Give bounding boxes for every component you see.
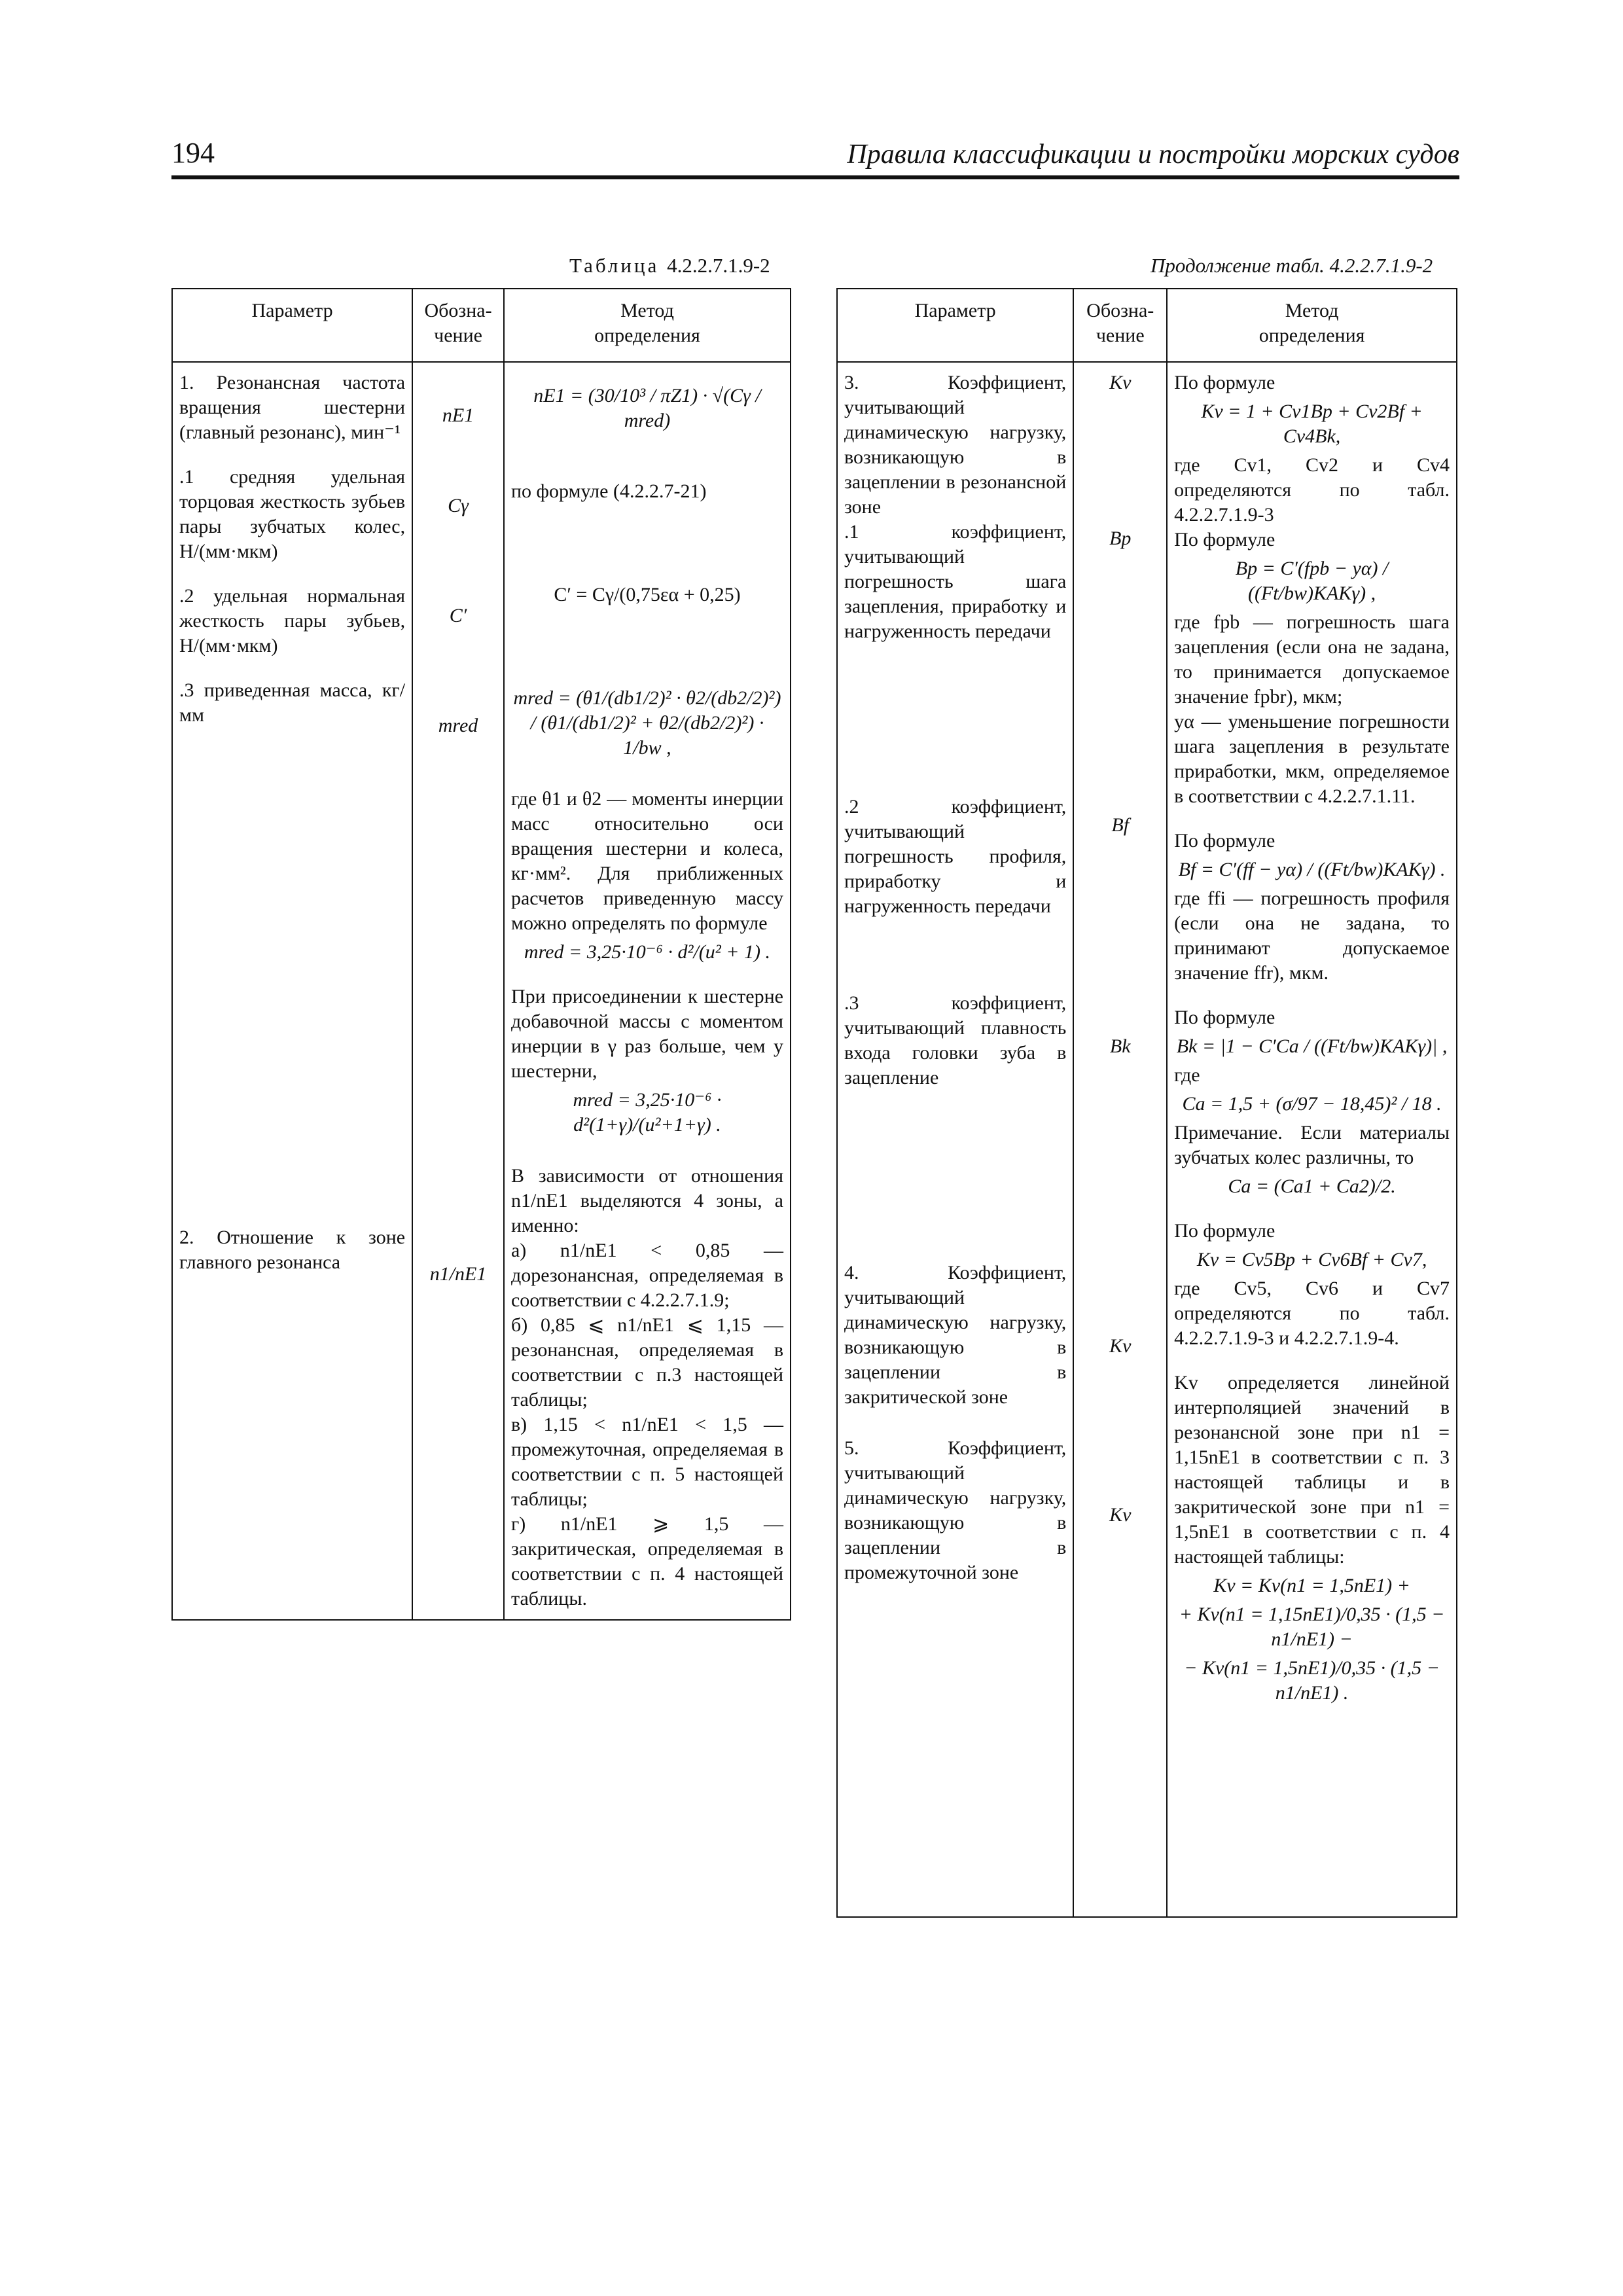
param-text: .1 коэффициент, учитывающий погрешность шага зацепления, приработку и нагруженность передачи (844, 521, 1067, 642)
formula: Kv = Cv5Bp + Cv6Bf + Cv7, (1196, 1249, 1427, 1270)
method-text: где fpb — погрешность шага зацепления (если она не задана, то принимается допускаемое значение fpbr), мкм; (1174, 611, 1450, 708)
formula: nE1 = (30/10³ / πZ1) · √(Cγ / mred) (533, 385, 761, 431)
param-text: 3. Коэффициент, учитывающий динамическую нагрузку, возникающую в зацеплении в резонансной зоне (844, 372, 1067, 518)
table-header-row (172, 289, 791, 362)
formula: Ca = (Ca1 + Ca2)/2. (1228, 1175, 1396, 1197)
method-text: По формуле (1174, 372, 1275, 393)
table-caption-number: 4.2.2.7.1.9-2 (667, 254, 770, 277)
method-text: По формуле (1174, 529, 1275, 550)
running-title: Правила классификации и постройки морских судов (847, 139, 1459, 170)
method-text: где ffi — погрешность профиля (если она не задана, то принимают допускаемое значение ffr), мкм. (1174, 888, 1450, 984)
formula: C′ = Cγ/(0,75εα + 0,25) (554, 584, 741, 605)
method-text: где θ1 и θ2 — моменты инерции масс относительно оси вращения шестерни и колеса, кг·мм². Для приближенных расчетов приведенную массу можно определять по формуле (510, 788, 783, 934)
method-text: По формуле (1174, 830, 1275, 852)
header-symbol: Обозна- чение (412, 289, 504, 362)
param-text: 4. Коэффициент, учитывающий динамическую нагрузку, возникающую в зацеплении в закритической зоне (844, 1262, 1067, 1408)
symbol-text: Kv (1109, 1504, 1132, 1526)
param-text: 5. Коэффициент, учитывающий динамическую нагрузку, возникающую в зацеплении в промежуточной зоне (844, 1437, 1067, 1583)
method-text: где Cv5, Cv6 и Cv7 определяются по табл. 4.2.2.7.1.9-3 и 4.2.2.7.1.9-4. (1174, 1278, 1450, 1349)
method-text: по формуле (4.2.2.7-21) (510, 480, 707, 502)
param-text: .2 удельная нормальная жесткость пары зубьев, Н/(мм·мкм) (179, 585, 406, 656)
param-text: .3 коэффициент, учитывающий плавность входа головки зуба в зацепление (844, 992, 1067, 1088)
header-method: Метод определения (504, 289, 791, 362)
zone-item: б) 0,85 ⩽ n1/nE1 ⩽ 1,15 — резонансная, определяемая в соответствии с п.3 настоящей таблицы; (510, 1314, 783, 1410)
param-text: 1. Резонансная частота вращения шестерни (главный резонанс), мин⁻¹ (179, 372, 406, 443)
method-text: При присоединении к шестерне добавочной массы с моментом инерции в γ раз больше, чем у шестерни, (510, 986, 783, 1082)
method-text: где (1174, 1064, 1200, 1086)
symbol-text: n1/nE1 (429, 1263, 487, 1285)
formula: mred = 3,25·10⁻⁶ · d²/(u² + 1) . (524, 941, 771, 963)
symbol-text: mred (438, 715, 478, 736)
header-rule (171, 175, 1459, 179)
table-caption-left (569, 254, 770, 278)
method-text: По формуле (1174, 1007, 1275, 1028)
symbol-text: Bf (1111, 814, 1130, 836)
table-row (172, 362, 791, 1620)
page-number: 194 (171, 137, 215, 169)
param-text: 2. Отношение к зоне главного резонанса (179, 1227, 406, 1273)
parameters-table-left (171, 288, 791, 1621)
zone-item: а) n1/nE1 < 0,85 — дорезонансная, определяемая в соответствии с 4.2.2.7.1.9; (510, 1240, 783, 1311)
zone-item: г) n1/nE1 ⩾ 1,5 — закритическая, определяемая в соответствии с п. 4 настоящей таблицы. (510, 1513, 783, 1609)
symbol-text: C′ (449, 605, 467, 626)
symbol-text: Kv (1109, 1335, 1132, 1357)
symbol-text: Kv (1109, 372, 1132, 393)
param-text: .3 приведенная масса, кг/мм (179, 679, 406, 726)
param-text: .1 средняя удельная торцовая жесткость зубьев пары зубчатых колес, Н/(мм·мкм) (179, 466, 406, 562)
param-text: .2 коэффициент, учитывающий погрешность профиля, приработку и нагруженность передачи (844, 796, 1067, 917)
method-text: Kv определяется линейной интерполяцией значений в резонансной зоне при n1 = 1,15nE1 в соответствии с п. 3 настоящей таблицы и в закритической зоне при n1 = 1,5nE1 в соответствии с п. 4 настоящей таблицы: (1174, 1372, 1450, 1568)
note-text: Примечание. Если материалы зубчатых колес различны, то (1174, 1122, 1450, 1168)
symbol-text: Bp (1109, 528, 1132, 549)
formula: Bp = C′(fpb − yα) / ((Ft/bw)KAKγ) , (1235, 558, 1389, 604)
zone-item: в) 1,15 < n1/nE1 < 1,5 — промежуточная, определяемая в соответствии с п. 5 настоящей таблицы; (510, 1414, 783, 1510)
header-method: Метод определения (1167, 289, 1457, 362)
table-caption-right: Продолжение табл. 4.2.2.7.1.9-2 (1150, 254, 1433, 277)
method-text: где Cv1, Cv2 и Cv4 определяются по табл. 4.2.2.7.1.9-3 (1174, 454, 1450, 526)
header-parameter: Параметр (172, 289, 412, 362)
method-text: В зависимости от отношения n1/nE1 выделяются 4 зоны, а именно: (510, 1165, 783, 1236)
formula: − Kv(n1 = 1,5nE1)/0,35 · (1,5 − n1/nE1) . (1184, 1657, 1440, 1704)
formula: Kv = Kv(n1 = 1,5nE1) + (1213, 1575, 1410, 1596)
header-parameter: Параметр (837, 289, 1073, 362)
method-text: По формуле (1174, 1220, 1275, 1242)
method-text: yα — уменьшение погрешности шага зацепления в результате приработки, мкм, определяемое в соответствии с 4.2.2.7.1.11. (1174, 711, 1450, 807)
symbol-text: Cγ (448, 495, 469, 516)
formula: + Kv(n1 = 1,15nE1)/0,35 · (1,5 − n1/nE1) − (1179, 1604, 1445, 1650)
symbol-text: nE1 (442, 404, 474, 426)
formula: mred = 3,25·10⁻⁶ · d²(1+γ)/(u²+1+γ) . (573, 1089, 722, 1136)
formula: Bk = |1 − C′Ca / ((Ft/bw)KAKγ)| , (1176, 1035, 1448, 1057)
header-symbol: Обозна- чение (1073, 289, 1167, 362)
symbol-text: Bk (1109, 1035, 1131, 1057)
formula: Kv = 1 + Cv1Bp + Cv2Bf + Cv4Bk, (1201, 401, 1423, 447)
table-caption-word: Таблица (569, 254, 660, 277)
table-header-row (837, 289, 1457, 362)
parameters-table-right (836, 288, 1457, 1918)
formula: Bf = C′(ff − yα) / ((Ft/bw)KAKγ) . (1178, 859, 1446, 880)
table-row (837, 362, 1457, 1917)
formula: mred = (θ1/(db1/2)² · θ2/(db2/2)²) / (θ1/(db1/2)² + θ2/(db2/2)²) · 1/bw , (513, 687, 781, 759)
formula: Ca = 1,5 + (σ/97 − 18,45)² / 18 . (1182, 1093, 1442, 1115)
